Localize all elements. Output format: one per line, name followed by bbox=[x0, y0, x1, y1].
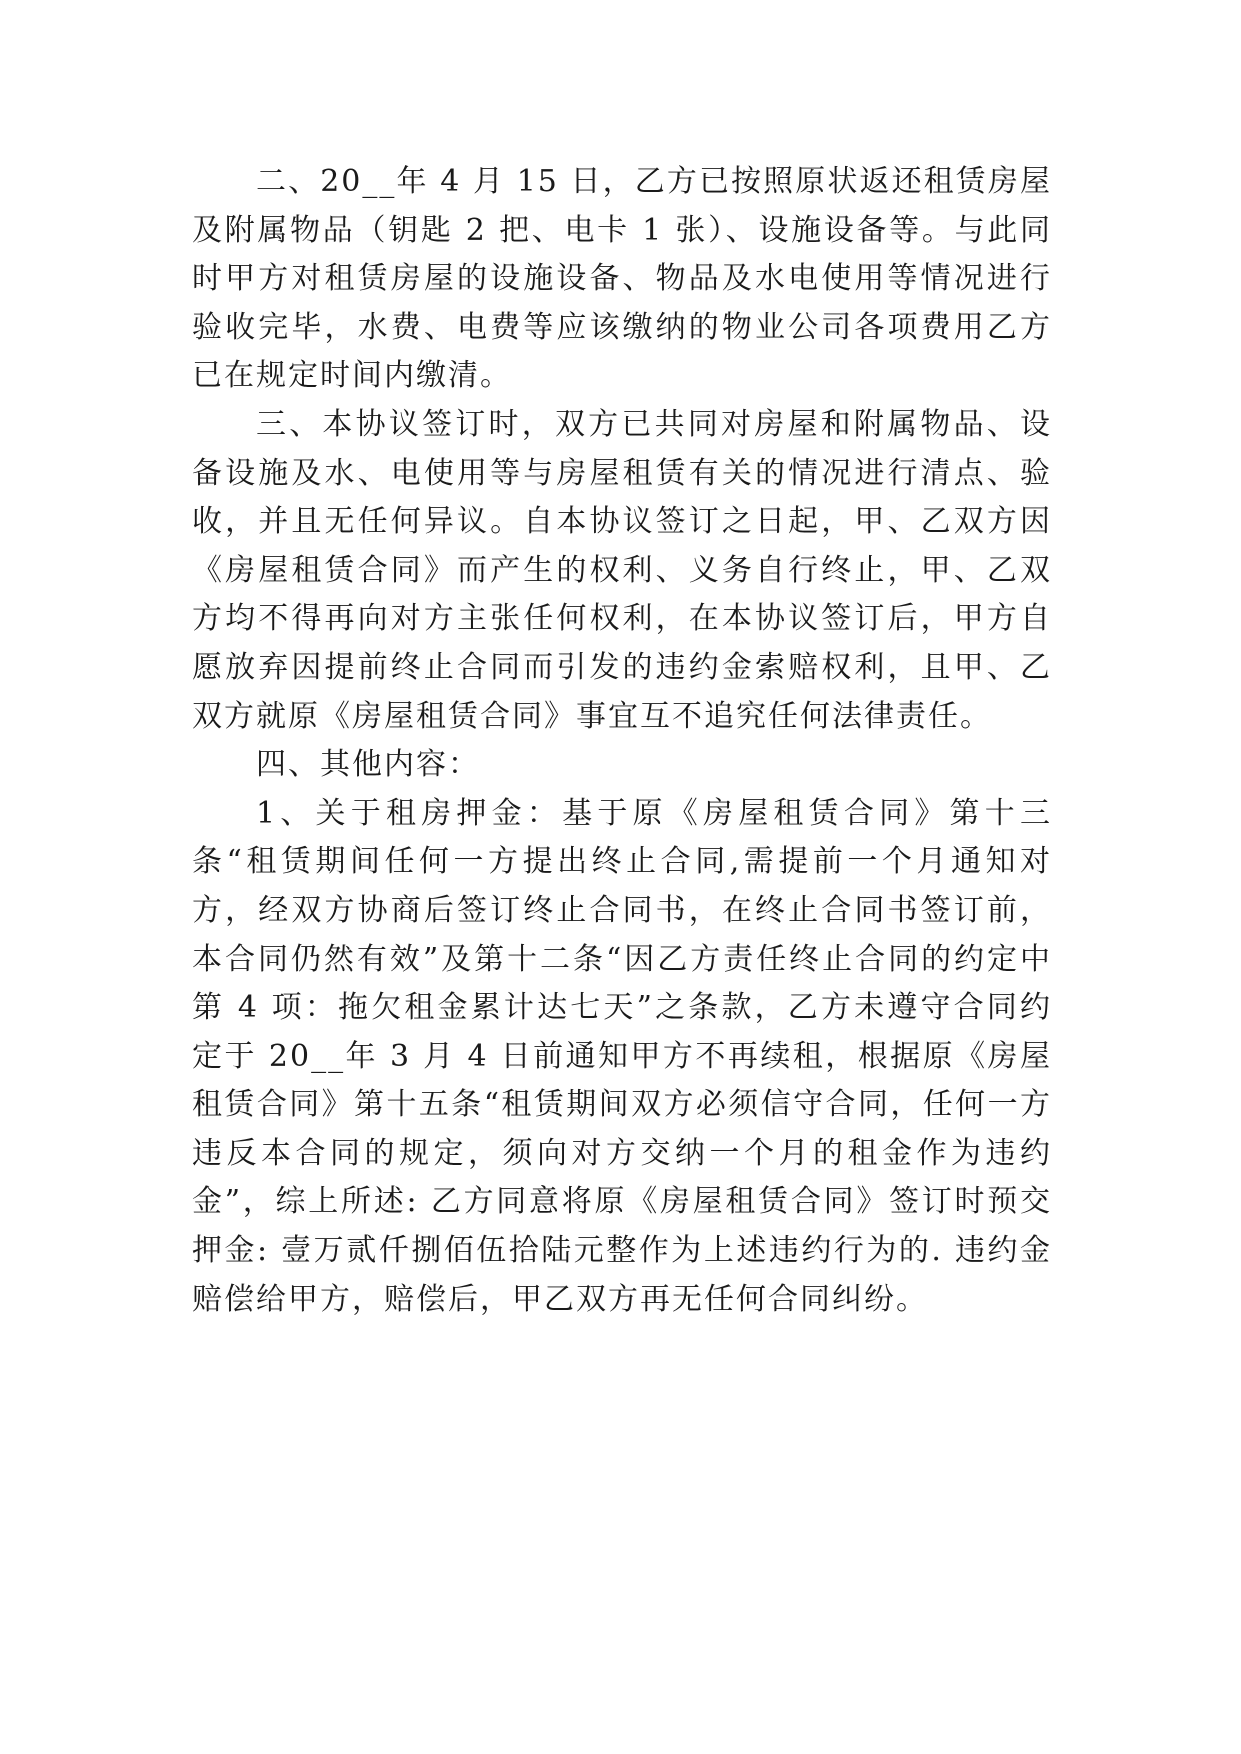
paragraph-other-content-heading: 四、其他内容： bbox=[256, 747, 480, 783]
document-page bbox=[192, 158, 1052, 1324]
paragraph-return-of-property: 二、20__年 4 月 15 日，乙方已按照原状返还租赁房屋及附属物品（钥匙 2 把、电卡 1 张）、设施设备等。与此同时甲方对租赁房屋的设施设备、物品及水电使用等情况进行验收完毕，水费、电费等应该缴纳的物业公司各项费用乙方已在规定时间内缴清。 bbox=[192, 164, 1052, 394]
paragraph-deposit-clause: 1、关于租房押金：基于原《房屋租赁合同》第十三条“租赁期间任何一方提出终止合同,需提前一个月通知对方，经双方协商后签订终止合同书，在终止合同书签订前，本合同仍然有效”及第十二条“因乙方责任终止合同的约定中第 4 项：拖欠租金累计达七天”之条款，乙方未遵守合同约定于 20__年 3 月 4 日前通知甲方不再续租，根据原《房屋租赁合同》第十五条“租赁期间双方必须信守合同，任何一方违反本合同的规定，须向对方交纳一个月的租金作为违约金”，综上所述: 乙方同意将原《房屋租赁合同》签订时预交押金: 壹万贰仟捌佰伍拾陆元整作为上述违约行为的. 违约金赔偿给甲方，赔偿后，甲乙双方再无任何合同纠纷。 bbox=[192, 795, 1052, 1317]
paragraph-mutual-inspection: 三、本协议签订时，双方已共同对房屋和附属物品、设备设施及水、电使用等与房屋租赁有关的情况进行清点、验收，并且无任何异议。自本协议签订之日起，甲、乙双方因《房屋租赁合同》而产生的权利、义务自行终止，甲、乙双方均不得再向对方主张任何权利，在本协议签订后，甲方自愿放弃因提前终止合同而引发的违约金索赔权利，且甲、乙双方就原《房屋租赁合同》事宜互不追究任何法律责任。 bbox=[192, 406, 1052, 734]
